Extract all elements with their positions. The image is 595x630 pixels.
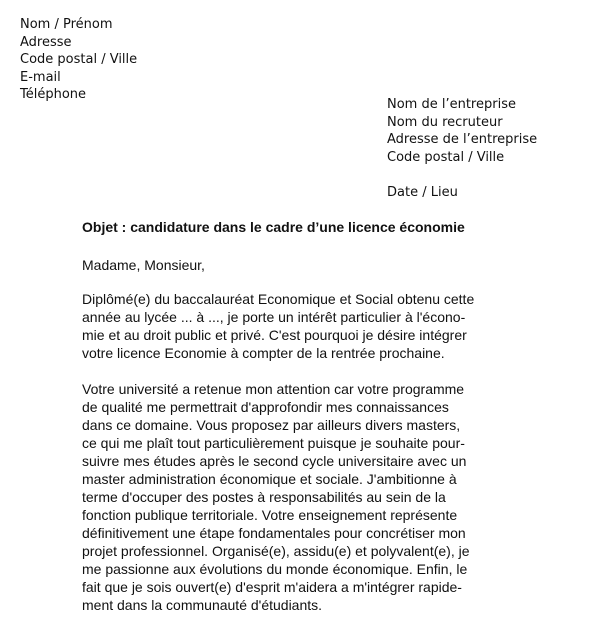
paragraph-line: votre licence Economie à compter de la rentrée prochaine. bbox=[82, 345, 445, 361]
paragraph-line: terme d'occuper des postes à responsabilités au sein de la bbox=[82, 489, 446, 505]
date-place: Date / Lieu bbox=[387, 184, 458, 200]
paragraph-line: dans ce domaine. Vous proposez par ailleurs divers masters, bbox=[82, 417, 461, 433]
paragraph-line: me passionne aux évolutions du monde économique. Enfin, le bbox=[82, 561, 468, 577]
recipient-block bbox=[387, 96, 537, 202]
paragraph-line: année au lycée ... à ..., je porte un intérêt particulier à l'écono- bbox=[82, 309, 466, 325]
paragraph-line: ce qui me plaît tout particulièrement puisque je souhaite pour- bbox=[82, 435, 465, 451]
sender-postal-city: Code postal / Ville bbox=[20, 52, 138, 68]
recipient-address: Adresse de l’entreprise bbox=[387, 132, 538, 148]
letter-subject: Objet : candidature dans le cadre d’une licence économie bbox=[82, 219, 465, 235]
sender-block bbox=[20, 16, 137, 104]
paragraph-line: Diplômé(e) du baccalauréat Economique et Social obtenu cette bbox=[82, 291, 475, 307]
sender-phone: Téléphone bbox=[20, 87, 87, 103]
letter-salutation: Madame, Monsieur, bbox=[82, 257, 205, 273]
letter-paragraph-1 bbox=[82, 290, 474, 362]
recipient-recruiter: Nom du recruteur bbox=[387, 114, 503, 130]
letter-paragraph-2 bbox=[82, 380, 470, 614]
sender-address: Adresse bbox=[20, 34, 72, 50]
recipient-company: Nom de l’entreprise bbox=[387, 97, 516, 112]
paragraph-line: projet professionnel. Organisé(e), assidu(e) et polyvalent(e), je bbox=[82, 543, 470, 559]
paragraph-line: mie et au droit public et privé. C'est pourquoi je désire intégrer bbox=[82, 327, 467, 343]
sender-name: Nom / Prénom bbox=[20, 17, 113, 32]
paragraph-line: ment dans la communauté d'étudiants. bbox=[82, 597, 323, 613]
paragraph-line: master administration économique et sociale. J'ambitionne à bbox=[82, 471, 457, 487]
paragraph-line: fonction publique territoriale. Votre enseignement représente bbox=[82, 507, 458, 523]
paragraph-line: Votre université a retenue mon attention car votre programme bbox=[82, 381, 465, 397]
paragraph-line: suivre mes études après le second cycle universitaire avec un bbox=[82, 453, 467, 469]
paragraph-line: définitivement une étape fondamentales pour concrétiser mon bbox=[82, 525, 466, 541]
paragraph-line: de qualité me permettrait d'approfondir mes connaissances bbox=[82, 399, 449, 415]
recipient-postal-city: Code postal / Ville bbox=[387, 149, 505, 165]
paragraph-line: fait que je sois ouvert(e) d'esprit m'aidera a m'intégrer rapide- bbox=[82, 579, 462, 595]
sender-email: E-mail bbox=[20, 69, 61, 85]
